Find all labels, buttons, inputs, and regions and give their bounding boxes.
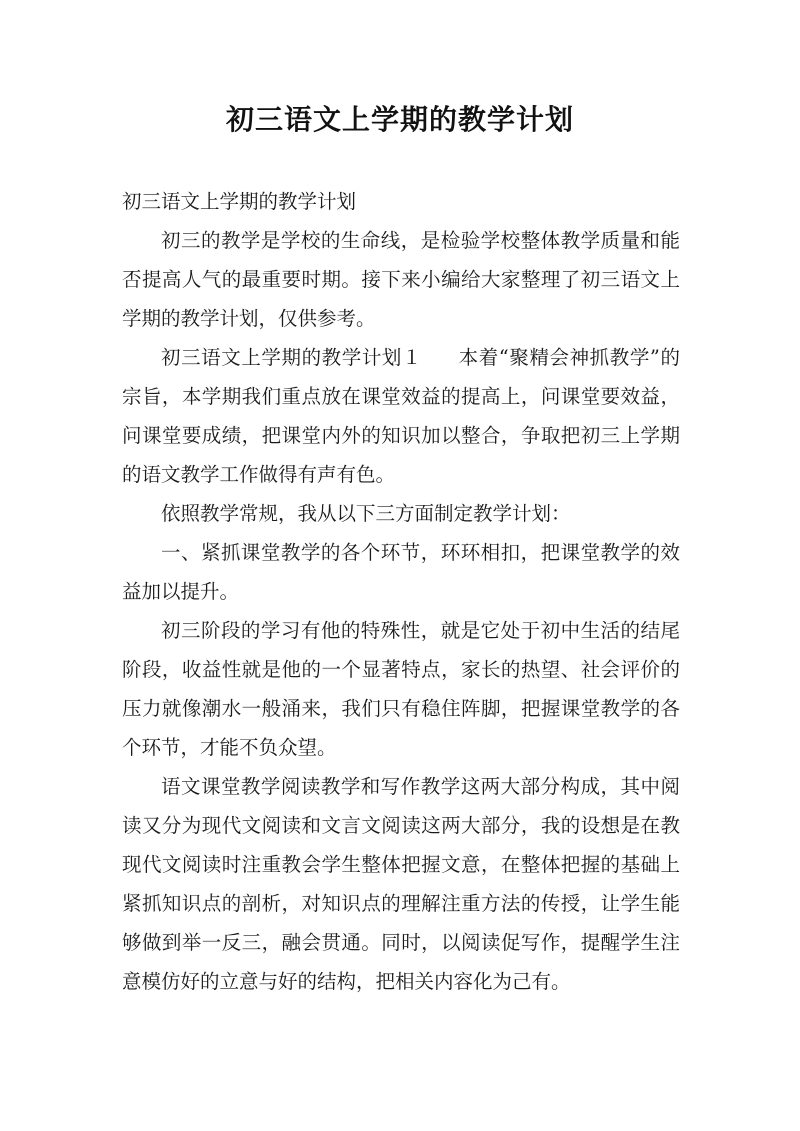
- plan-one-paragraph: [122, 338, 680, 494]
- intro-paragraph: 初三的教学是学校的生命线，是检验学校整体教学质量和能否提高人气的最重要时期。接下来小编给大家整理了初三语文上学期的教学计划，仅供参考。: [122, 229, 680, 330]
- document-body: [122, 182, 680, 1001]
- plan-one-text: 本着“聚精会神抓教学”的宗旨，本学期我们重点放在课堂效益的提高上，问课堂要效益，问课堂要成绩，把课堂内外的知识加以整合，争取把初三上学期的语文教学工作做得有声有色。: [122, 346, 680, 486]
- document-title: 初三语文上学期的教学计划: [225, 103, 574, 136]
- reading-writing-paragraph: 语文课堂教学阅读教学和写作教学这两大部分构成，其中阅读又分为现代文阅读和文言文阅读这两大部分，我的设想是在教现代文阅读时注重教会学生整体把握文意，在整体把握的基础上紧抓知识点的剖析，对知识点的理解注重方法的传授，让学生能够做到举一反三，融会贯通。同时，以阅读促写作，提醒学生注意模仿好的立意与好的结构，把相关内容化为己有。: [122, 775, 680, 993]
- subtitle-paragraph: 初三语文上学期的教学计划: [122, 190, 357, 213]
- section-one-heading: 一、紧抓课堂教学的各个环节，环环相扣，把课堂教学的效益加以提升。: [122, 541, 680, 603]
- plan-one-heading: 初三语文上学期的教学计划１: [161, 346, 423, 369]
- stage-paragraph: 初三阶段的学习有他的特殊性，就是它处于初中生活的结尾阶段，收益性就是他的一个显著特点，家长的热望、社会评价的压力就像潮水一般涌来，我们只有稳住阵脚，把握课堂教学的各个环节，才能不负众望。: [122, 619, 680, 759]
- routine-paragraph: 依照教学常规，我从以下三方面制定教学计划：: [161, 502, 571, 525]
